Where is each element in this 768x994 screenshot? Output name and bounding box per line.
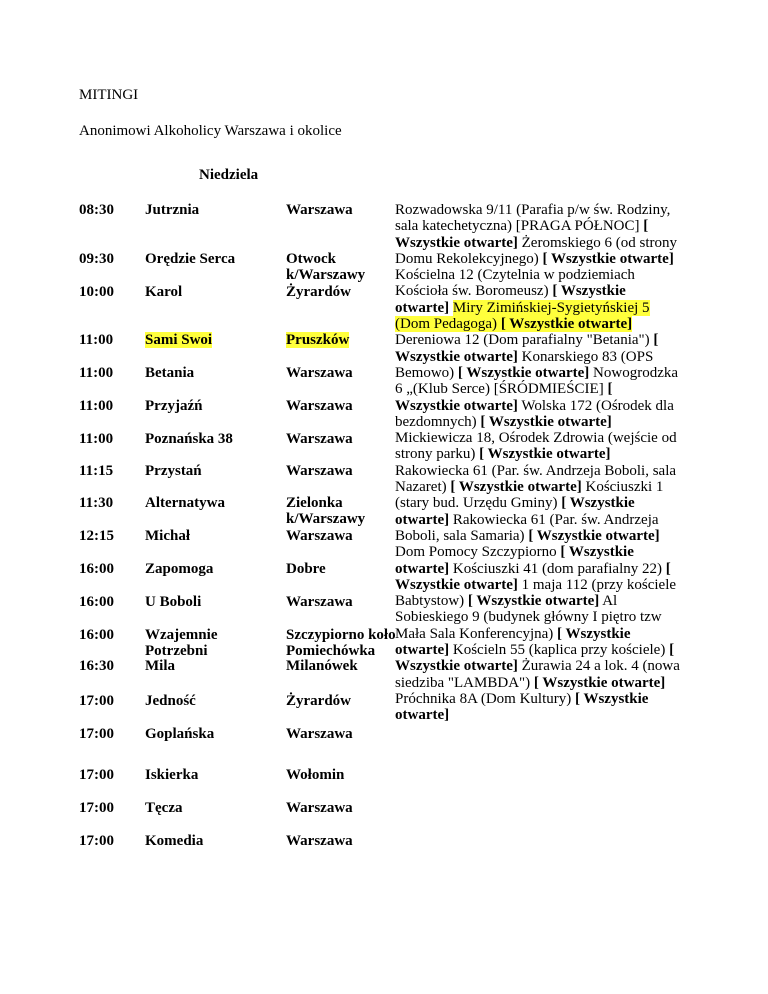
open-meeting-tag: [ Wszystkie otwarte] <box>395 283 626 316</box>
meeting-city: Warszawa <box>286 528 353 544</box>
document-header <box>79 86 342 140</box>
meeting-time: 08:30 <box>79 202 114 218</box>
meeting-name: Goplańska <box>145 726 215 742</box>
meeting-city: Pruszków <box>286 332 350 348</box>
address-text: Rakowiecka 61 (Par. św. Andrzeja Boboli, sala Samaria) <box>395 511 659 544</box>
open-meeting-tag: [ Wszystkie otwarte] <box>457 364 590 381</box>
meeting-city: Warszawa <box>286 833 353 849</box>
open-meeting-tag: [ Wszystkie otwarte] <box>395 642 675 675</box>
address-text: Żurawia 24 a lok. 4 (nowa siedziba "LAMBDA") <box>395 658 680 691</box>
meeting-city: Warszawa <box>286 202 353 218</box>
open-meeting-tag: [ Wszystkie otwarte] <box>395 560 671 593</box>
meeting-name: Michał <box>145 528 190 544</box>
meeting-time: 17:00 <box>79 693 114 709</box>
meeting-name: Poznańska 38 <box>145 431 233 447</box>
meeting-name: Alternatywa <box>145 495 225 511</box>
open-meeting-tag: [ Wszystkie otwarte] <box>528 527 660 544</box>
meeting-city: Milanówek <box>286 658 358 674</box>
meeting-time: 16:30 <box>79 658 114 674</box>
meeting-address <box>395 430 677 462</box>
meeting-city: Szczypiorno koło Pomiechówka <box>286 627 396 659</box>
open-meeting-tag: [ Wszystkie otwarte] <box>500 316 633 333</box>
meeting-time: 16:00 <box>79 594 114 610</box>
meeting-city: Warszawa <box>286 726 353 742</box>
meeting-time: 11:00 <box>79 332 114 348</box>
meeting-time: 11:15 <box>79 463 114 479</box>
meeting-city: Warszawa <box>286 800 353 816</box>
address-text: Mickiewicza 18, Ośrodek Zdrowia (wejście od strony parku) <box>395 430 677 463</box>
meeting-city: Warszawa <box>286 594 353 610</box>
document-subtitle: Anonimowi Alkoholicy Warszawa i okolice <box>79 123 342 139</box>
open-meeting-tag: [ Wszystkie otwarte] <box>395 381 613 414</box>
address-text: Żeromskiego 6 (od strony Domu Rekolekcyjnego) <box>395 234 678 267</box>
meeting-name: Przystań <box>145 463 202 479</box>
meeting-name: Betania <box>145 365 195 381</box>
meeting-city: Żyrardów <box>286 284 351 300</box>
open-meeting-tag: [ Wszystkie otwarte] <box>479 446 611 463</box>
address-text: Dom Pomocy Szczypiorno <box>395 544 561 561</box>
meeting-time: 16:00 <box>79 561 114 577</box>
meeting-name: Wzajemnie Potrzebni <box>145 627 218 659</box>
meeting-name: Tęcza <box>145 800 183 816</box>
meeting-city: Warszawa <box>286 365 353 381</box>
open-meeting-tag: [ Wszystkie otwarte] <box>395 218 649 251</box>
open-meeting-tag: [ Wszystkie otwarte] <box>467 593 600 610</box>
meeting-name: Karol <box>145 284 183 300</box>
meeting-time: 16:00 <box>79 627 114 643</box>
day-heading: Niedziela <box>199 167 259 183</box>
meeting-city: Dobre <box>286 561 326 577</box>
meeting-name: Sami Swoi <box>145 332 213 348</box>
address-text: Wolska 172 (Ośrodek dla bezdomnych) <box>395 397 674 430</box>
address-text: Próchnika 8A (Dom Kultury) <box>395 690 575 707</box>
meeting-time: 11:00 <box>79 398 114 414</box>
meeting-city: Żyrardów <box>286 693 351 709</box>
address-text: Nowogrodzka 6 „(Klub Serce) [ŚRÓDMIEŚCIE] <box>395 364 679 398</box>
meeting-city: Warszawa <box>286 398 353 414</box>
meeting-city: Otwock k/Warszawy <box>286 251 366 283</box>
address-text: Rozwadowska 9/11 (Parafia p/w św. Rodziny, sala katechetyczna) [PRAGA PÓŁNOC] <box>395 202 671 235</box>
meeting-time: 11:00 <box>79 431 114 447</box>
meeting-name: Zapomoga <box>145 561 214 577</box>
open-meeting-tag: [ Wszystkie otwarte] <box>542 250 674 267</box>
address-text: Konarskiego 83 (OPS Bemowo) <box>395 348 654 381</box>
address-text: Kościeln 55 (kaplica przy kościele) <box>452 642 670 659</box>
meeting-time: 17:00 <box>79 833 114 849</box>
meeting-address <box>395 691 648 723</box>
open-meeting-tag: [ Wszystkie otwarte] <box>395 332 659 365</box>
meeting-name: Iskierka <box>145 767 199 783</box>
meeting-city: Wołomin <box>286 767 345 783</box>
address-text: Miry Zimińskiej-Sygietyńskiej 5 (Dom Pedagoga) <box>395 299 650 333</box>
document-title: MITINGI <box>79 87 139 103</box>
address-text: Kościelna 12 (Czytelnia w podziemiach Kościoła św. Boromeusz) <box>395 267 635 300</box>
address-text: Dereniowa 12 (Dom parafialny "Betania") <box>395 332 654 349</box>
meeting-name: Komedia <box>145 833 204 849</box>
open-meeting-tag: [ Wszystkie otwarte] <box>395 690 649 724</box>
address-text: Kościuszki 1 (stary bud. Urzędu Gminy) <box>395 479 664 512</box>
address-text: 1 maja 112 (przy kościele Babtystow) <box>395 576 677 610</box>
meeting-name: Przyjaźń <box>145 398 203 414</box>
meeting-city: Zielonka k/Warszawy <box>286 495 366 527</box>
open-meeting-tag: [ Wszystkie otwarte] <box>533 674 666 691</box>
meeting-time: 10:00 <box>79 284 114 300</box>
meeting-name: Jutrznia <box>145 202 200 218</box>
meeting-time: 17:00 <box>79 767 114 783</box>
meeting-time: 09:30 <box>79 251 114 267</box>
meeting-name: Jedność <box>145 693 196 709</box>
open-meeting-tag: [ Wszystkie otwarte] <box>395 544 634 577</box>
meeting-time: 12:15 <box>79 528 114 544</box>
meeting-name: Orędzie Serca <box>145 251 236 267</box>
meeting-time: 17:00 <box>79 726 114 742</box>
open-meeting-tag: [ Wszystkie otwarte] <box>450 479 582 496</box>
meeting-city: Warszawa <box>286 463 353 479</box>
meeting-time: 17:00 <box>79 800 114 816</box>
address-text: Al Sobieskiego 9 (budynek główny I piętro tzw Mała Sala Konferencyjna) <box>395 593 662 642</box>
meeting-time: 11:30 <box>79 495 114 511</box>
meeting-time: 11:00 <box>79 365 114 381</box>
meeting-name: Mila <box>145 658 175 674</box>
address-text: Kościuszki 41 (dom parafialny 22) <box>452 560 666 577</box>
open-meeting-tag: [ Wszystkie otwarte] <box>395 625 631 659</box>
open-meeting-tag: [ Wszystkie otwarte] <box>480 413 612 430</box>
meeting-name: U Boboli <box>145 594 202 610</box>
address-text: Rakowiecka 61 (Par. św. Andrzeja Boboli, sala Nazaret) <box>395 462 677 496</box>
meeting-city: Warszawa <box>286 431 353 447</box>
open-meeting-tag: [ Wszystkie otwarte] <box>395 495 635 528</box>
address-column <box>395 202 680 724</box>
